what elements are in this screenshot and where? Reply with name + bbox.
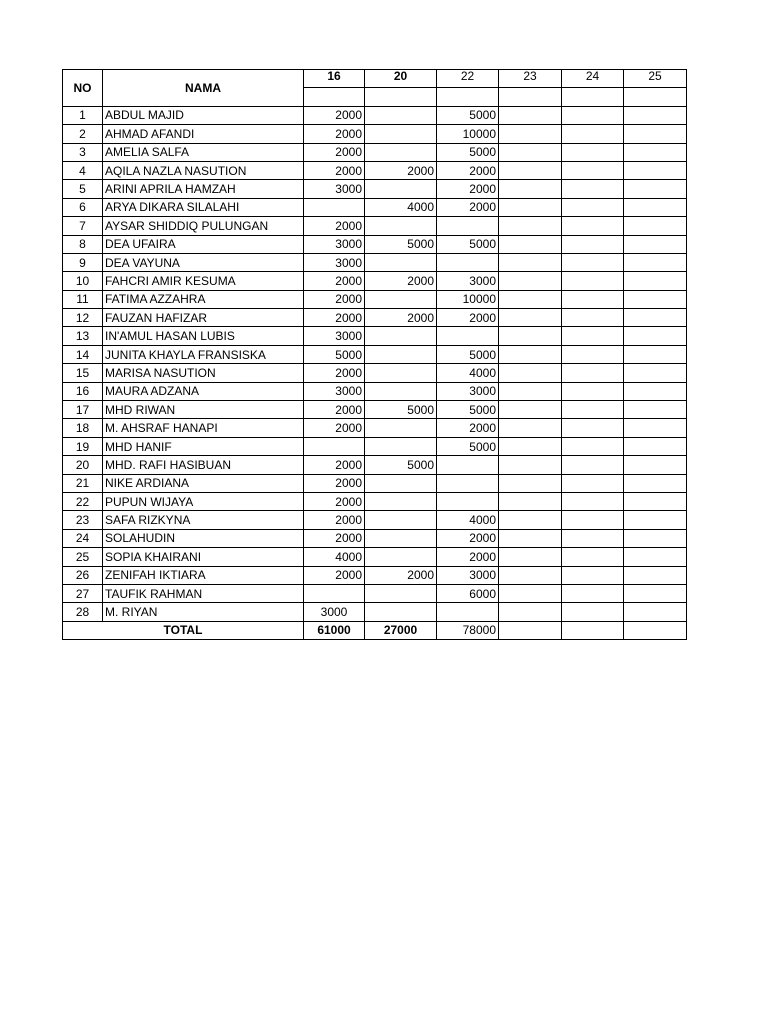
row-nama: ABDUL MAJID [103, 106, 304, 124]
row-d24 [562, 456, 624, 474]
table-row [63, 382, 687, 400]
table-row [63, 456, 687, 474]
row-nama: M. AHSRAF HANAPI [103, 419, 304, 437]
row-d20 [365, 106, 437, 124]
row-d22: 5000 [437, 143, 499, 161]
row-d22: 4000 [437, 511, 499, 529]
row-d23 [499, 106, 562, 124]
row-d22 [437, 217, 499, 235]
row-d16 [304, 437, 365, 455]
table-row [63, 401, 687, 419]
row-d24 [562, 272, 624, 290]
empty-cell [365, 88, 437, 106]
row-d20 [365, 253, 437, 271]
row-no: 19 [63, 437, 103, 455]
row-d16 [304, 584, 365, 602]
row-d16: 2000 [304, 272, 365, 290]
row-d25 [624, 419, 687, 437]
row-d24 [562, 529, 624, 547]
row-d20 [365, 529, 437, 547]
row-nama: AYSAR SHIDDIQ PULUNGAN [103, 217, 304, 235]
row-d23 [499, 566, 562, 584]
row-d24 [562, 217, 624, 235]
row-d20 [365, 364, 437, 382]
row-d25 [624, 382, 687, 400]
row-nama: JUNITA KHAYLA FRANSISKA [103, 345, 304, 363]
row-d22 [437, 456, 499, 474]
row-d23 [499, 198, 562, 216]
row-d22 [437, 603, 499, 621]
row-d20: 5000 [365, 456, 437, 474]
row-d24 [562, 603, 624, 621]
table-row [63, 198, 687, 216]
row-nama: DEA VAYUNA [103, 253, 304, 271]
total-d24 [562, 621, 624, 639]
row-nama: ARINI APRILA HAMZAH [103, 180, 304, 198]
row-d23 [499, 272, 562, 290]
row-d25 [624, 253, 687, 271]
row-d16 [304, 198, 365, 216]
row-d20: 4000 [365, 198, 437, 216]
row-nama: AQILA NAZLA NASUTION [103, 161, 304, 179]
total-row [63, 621, 687, 639]
row-d20 [365, 345, 437, 363]
row-d16: 3000 [304, 382, 365, 400]
row-d24 [562, 584, 624, 602]
table-row [63, 511, 687, 529]
row-d16: 2000 [304, 143, 365, 161]
row-d20 [365, 125, 437, 143]
row-d16: 3000 [304, 235, 365, 253]
table-row [63, 584, 687, 602]
row-d16: 3000 [304, 603, 365, 621]
row-d23 [499, 309, 562, 327]
row-d25 [624, 603, 687, 621]
row-d25 [624, 309, 687, 327]
row-d16: 2000 [304, 566, 365, 584]
row-d25 [624, 511, 687, 529]
row-d24 [562, 253, 624, 271]
header-date-25: 25 [624, 70, 687, 88]
row-d22: 2000 [437, 548, 499, 566]
table-row [63, 603, 687, 621]
row-nama: SOLAHUDIN [103, 529, 304, 547]
empty-cell [624, 88, 687, 106]
empty-cell [304, 88, 365, 106]
row-d24 [562, 474, 624, 492]
row-d25 [624, 272, 687, 290]
row-d25 [624, 529, 687, 547]
row-no: 16 [63, 382, 103, 400]
row-no: 22 [63, 492, 103, 510]
row-nama: TAUFIK RAHMAN [103, 584, 304, 602]
row-d16: 3000 [304, 180, 365, 198]
table-row [63, 327, 687, 345]
table-row [63, 529, 687, 547]
row-d24 [562, 235, 624, 253]
table-row [63, 253, 687, 271]
row-d22: 4000 [437, 364, 499, 382]
row-d23 [499, 253, 562, 271]
row-no: 7 [63, 217, 103, 235]
row-no: 27 [63, 584, 103, 602]
row-d25 [624, 548, 687, 566]
header-nama: NAMA [103, 70, 304, 107]
row-d24 [562, 401, 624, 419]
row-no: 25 [63, 548, 103, 566]
row-d20: 2000 [365, 161, 437, 179]
row-d20 [365, 217, 437, 235]
row-d22: 10000 [437, 290, 499, 308]
row-d25 [624, 327, 687, 345]
row-no: 2 [63, 125, 103, 143]
row-d22: 3000 [437, 566, 499, 584]
table-row [63, 235, 687, 253]
table-row [63, 309, 687, 327]
row-nama: SAFA RIZKYNA [103, 511, 304, 529]
row-d16: 3000 [304, 327, 365, 345]
row-d25 [624, 180, 687, 198]
row-d25 [624, 437, 687, 455]
row-d25 [624, 401, 687, 419]
total-label: TOTAL [63, 621, 304, 639]
row-d20: 2000 [365, 272, 437, 290]
row-d24 [562, 180, 624, 198]
row-d25 [624, 456, 687, 474]
row-nama: AHMAD AFANDI [103, 125, 304, 143]
row-nama: IN'AMUL HASAN LUBIS [103, 327, 304, 345]
table-row [63, 180, 687, 198]
row-d24 [562, 548, 624, 566]
row-no: 11 [63, 290, 103, 308]
payment-table [62, 69, 687, 640]
row-d22: 2000 [437, 198, 499, 216]
row-d23 [499, 437, 562, 455]
total-d22: 78000 [437, 621, 499, 639]
table-row [63, 106, 687, 124]
row-d25 [624, 492, 687, 510]
row-d24 [562, 511, 624, 529]
row-d22: 2000 [437, 309, 499, 327]
row-d23 [499, 603, 562, 621]
table-row [63, 272, 687, 290]
row-d16: 2000 [304, 125, 365, 143]
row-no: 23 [63, 511, 103, 529]
row-d23 [499, 217, 562, 235]
header-date-16: 16 [304, 70, 365, 88]
total-d25 [624, 621, 687, 639]
table-row [63, 217, 687, 235]
row-d25 [624, 143, 687, 161]
row-d20 [365, 548, 437, 566]
row-nama: MHD. RAFI HASIBUAN [103, 456, 304, 474]
row-d23 [499, 143, 562, 161]
row-d23 [499, 382, 562, 400]
row-no: 6 [63, 198, 103, 216]
row-d25 [624, 584, 687, 602]
header-date-20: 20 [365, 70, 437, 88]
row-d16: 2000 [304, 529, 365, 547]
row-d16: 2000 [304, 217, 365, 235]
row-d24 [562, 419, 624, 437]
row-d25 [624, 125, 687, 143]
row-d22: 3000 [437, 382, 499, 400]
table-row [63, 548, 687, 566]
table-row [63, 345, 687, 363]
row-d16: 2000 [304, 364, 365, 382]
row-d20 [365, 382, 437, 400]
table-row [63, 492, 687, 510]
row-d20 [365, 290, 437, 308]
row-d16: 3000 [304, 253, 365, 271]
total-d20: 27000 [365, 621, 437, 639]
table-row [63, 143, 687, 161]
row-d22: 5000 [437, 235, 499, 253]
row-d22: 6000 [437, 584, 499, 602]
row-d24 [562, 161, 624, 179]
row-nama: ARYA DIKARA SILALAHI [103, 198, 304, 216]
table-row [63, 566, 687, 584]
row-d24 [562, 143, 624, 161]
row-nama: SOPIA KHAIRANI [103, 548, 304, 566]
row-d22: 2000 [437, 529, 499, 547]
row-d23 [499, 401, 562, 419]
row-nama: MHD HANIF [103, 437, 304, 455]
row-no: 15 [63, 364, 103, 382]
row-d22: 3000 [437, 272, 499, 290]
row-d24 [562, 198, 624, 216]
row-d16: 2000 [304, 492, 365, 510]
row-d22: 2000 [437, 161, 499, 179]
empty-cell [562, 88, 624, 106]
row-d16: 2000 [304, 309, 365, 327]
row-nama: PUPUN WIJAYA [103, 492, 304, 510]
row-d25 [624, 106, 687, 124]
row-no: 9 [63, 253, 103, 271]
row-d25 [624, 217, 687, 235]
table-row [63, 290, 687, 308]
row-nama: AMELIA SALFA [103, 143, 304, 161]
row-d16: 4000 [304, 548, 365, 566]
row-d24 [562, 106, 624, 124]
row-d23 [499, 474, 562, 492]
row-d24 [562, 290, 624, 308]
total-d23 [499, 621, 562, 639]
row-d23 [499, 161, 562, 179]
row-d16: 2000 [304, 401, 365, 419]
row-no: 24 [63, 529, 103, 547]
row-no: 20 [63, 456, 103, 474]
header-date-24: 24 [562, 70, 624, 88]
row-no: 17 [63, 401, 103, 419]
row-d22 [437, 492, 499, 510]
row-d25 [624, 474, 687, 492]
row-d24 [562, 566, 624, 584]
row-d22: 5000 [437, 401, 499, 419]
row-d16: 2000 [304, 290, 365, 308]
row-d16: 2000 [304, 161, 365, 179]
row-d24 [562, 327, 624, 345]
row-no: 4 [63, 161, 103, 179]
row-d22: 5000 [437, 437, 499, 455]
row-nama: FAUZAN HAFIZAR [103, 309, 304, 327]
row-no: 21 [63, 474, 103, 492]
row-d20: 2000 [365, 309, 437, 327]
table-row [63, 474, 687, 492]
row-nama: MARISA NASUTION [103, 364, 304, 382]
row-nama: NIKE ARDIANA [103, 474, 304, 492]
total-d16: 61000 [304, 621, 365, 639]
row-d16: 2000 [304, 511, 365, 529]
row-d16: 2000 [304, 474, 365, 492]
header-date-23: 23 [499, 70, 562, 88]
row-nama: ZENIFAH IKTIARA [103, 566, 304, 584]
row-d16: 5000 [304, 345, 365, 363]
row-d22: 10000 [437, 125, 499, 143]
row-d24 [562, 492, 624, 510]
row-no: 14 [63, 345, 103, 363]
row-d24 [562, 382, 624, 400]
row-d25 [624, 345, 687, 363]
row-d20 [365, 492, 437, 510]
row-d24 [562, 309, 624, 327]
empty-cell [437, 88, 499, 106]
row-d23 [499, 345, 562, 363]
row-nama: FAHCRI AMIR KESUMA [103, 272, 304, 290]
empty-cell [499, 88, 562, 106]
table-row [63, 437, 687, 455]
row-d20: 5000 [365, 401, 437, 419]
row-no: 5 [63, 180, 103, 198]
row-d24 [562, 125, 624, 143]
table-row [63, 125, 687, 143]
row-d20 [365, 603, 437, 621]
row-d20 [365, 143, 437, 161]
row-d22: 2000 [437, 419, 499, 437]
table-row [63, 419, 687, 437]
row-no: 8 [63, 235, 103, 253]
table-row [63, 161, 687, 179]
row-no: 26 [63, 566, 103, 584]
row-no: 1 [63, 106, 103, 124]
row-d23 [499, 511, 562, 529]
row-d23 [499, 548, 562, 566]
row-no: 10 [63, 272, 103, 290]
row-d23 [499, 180, 562, 198]
row-d24 [562, 437, 624, 455]
row-d20 [365, 511, 437, 529]
row-no: 18 [63, 419, 103, 437]
row-d20 [365, 327, 437, 345]
row-d23 [499, 456, 562, 474]
row-d25 [624, 161, 687, 179]
row-d25 [624, 290, 687, 308]
row-d20 [365, 419, 437, 437]
row-no: 28 [63, 603, 103, 621]
row-no: 13 [63, 327, 103, 345]
row-d20: 2000 [365, 566, 437, 584]
row-d23 [499, 125, 562, 143]
row-nama: MHD RIWAN [103, 401, 304, 419]
row-d20 [365, 584, 437, 602]
row-d23 [499, 290, 562, 308]
header-row [63, 70, 687, 88]
header-no: NO [63, 70, 103, 107]
row-d25 [624, 198, 687, 216]
row-d25 [624, 364, 687, 382]
row-d20: 5000 [365, 235, 437, 253]
row-d23 [499, 419, 562, 437]
row-nama: FATIMA AZZAHRA [103, 290, 304, 308]
row-nama: MAURA ADZANA [103, 382, 304, 400]
row-d20 [365, 180, 437, 198]
row-d20 [365, 474, 437, 492]
row-d22 [437, 327, 499, 345]
table-row [63, 364, 687, 382]
row-d25 [624, 235, 687, 253]
row-no: 12 [63, 309, 103, 327]
row-d16: 2000 [304, 106, 365, 124]
row-d23 [499, 364, 562, 382]
row-d23 [499, 584, 562, 602]
row-d24 [562, 345, 624, 363]
row-d20 [365, 437, 437, 455]
row-d23 [499, 327, 562, 345]
row-d22: 5000 [437, 106, 499, 124]
row-d25 [624, 566, 687, 584]
row-d22: 2000 [437, 180, 499, 198]
row-d24 [562, 364, 624, 382]
row-d22: 5000 [437, 345, 499, 363]
row-no: 3 [63, 143, 103, 161]
row-d22 [437, 253, 499, 271]
row-d16: 2000 [304, 419, 365, 437]
header-date-22: 22 [437, 70, 499, 88]
row-d23 [499, 492, 562, 510]
row-d22 [437, 474, 499, 492]
row-d23 [499, 235, 562, 253]
row-d23 [499, 529, 562, 547]
row-nama: DEA UFAIRA [103, 235, 304, 253]
row-nama: M. RIYAN [103, 603, 304, 621]
row-d16: 2000 [304, 456, 365, 474]
